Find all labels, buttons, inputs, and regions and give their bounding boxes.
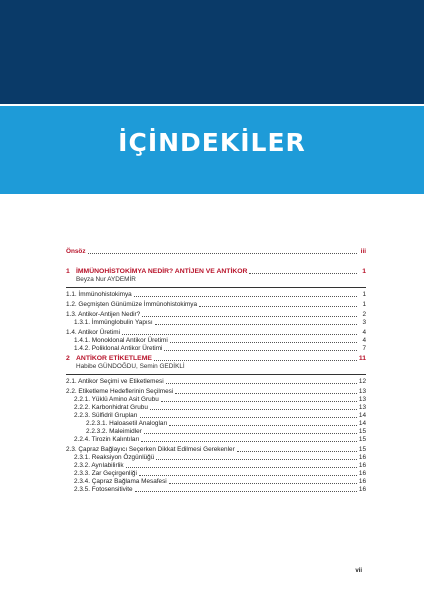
toc-entry-page: 4 bbox=[362, 329, 366, 336]
toc-leader-dots bbox=[161, 401, 357, 402]
toc-leader-dots bbox=[164, 350, 357, 351]
toc-leader-dots bbox=[169, 483, 357, 484]
toc-leader-dots bbox=[199, 306, 357, 307]
toc-entry-title: 2.2.3. Sülfidril Grupları bbox=[74, 412, 138, 419]
toc-divider bbox=[66, 287, 366, 288]
toc-leader-dots bbox=[144, 433, 357, 434]
toc-leader-dots bbox=[135, 491, 357, 492]
toc-leader-dots bbox=[169, 425, 357, 426]
toc-entry-row[interactable] bbox=[66, 446, 366, 454]
toc-entry-row[interactable] bbox=[66, 311, 366, 319]
toc-entry-row[interactable] bbox=[66, 404, 366, 412]
toc-entry-title: 1.2. Geçmişten Günümüze İmmünohistokimya bbox=[66, 301, 198, 308]
toc-entry-title: 2.3.5. Fotosensitivite bbox=[74, 486, 133, 493]
toc-leader-dots bbox=[175, 393, 357, 394]
toc-entry-title: 2.2. Etiketleme Hedeflerinin Seçilmesi bbox=[66, 388, 174, 395]
toc-leader-dots bbox=[154, 360, 357, 361]
toc-entry-title: 2.2.1. Yüklü Amino Asit Grubu bbox=[74, 396, 159, 403]
toc-entry-page: 1 bbox=[362, 291, 366, 298]
toc-entry-row[interactable] bbox=[66, 428, 366, 436]
toc-entry-page: 2 bbox=[362, 311, 366, 318]
toc-entry-row[interactable] bbox=[66, 378, 366, 386]
toc-leader-dots bbox=[150, 409, 357, 410]
toc-entry-page: 13 bbox=[358, 388, 366, 395]
toc-entry-row[interactable] bbox=[66, 462, 366, 470]
toc-entry-page: 14 bbox=[358, 412, 366, 419]
toc-entry-page: 3 bbox=[362, 319, 366, 326]
toc-entry-title: 2.2.4. Tirozin Kalıntıları bbox=[74, 436, 140, 443]
toc-entry-title: 1.4. Antikor Üretimi bbox=[66, 329, 120, 336]
toc-leader-dots bbox=[88, 253, 357, 254]
toc-chapter-title: İMMÜNOHİSTOKİMYA NEDİR? ANTİJEN VE ANTİKOR bbox=[76, 268, 248, 275]
toc-entry-title: 1.3. Antikor-Antijen Nedir? bbox=[66, 311, 141, 318]
toc-leader-dots bbox=[142, 316, 357, 317]
toc-entry-page: 15 bbox=[358, 446, 366, 453]
toc-entry-page: 16 bbox=[358, 486, 366, 493]
toc-entry-title: 1.3.1. İmmünglobulin Yapısı bbox=[74, 319, 153, 326]
toc-leader-dots bbox=[134, 296, 357, 297]
toc-entry-row[interactable] bbox=[66, 412, 366, 420]
toc-leader-dots bbox=[140, 417, 357, 418]
toc-entry-row[interactable] bbox=[66, 396, 366, 404]
toc-entry-page: 16 bbox=[358, 454, 366, 461]
toc-entry-page: 4 bbox=[362, 337, 366, 344]
toc-entry-row[interactable] bbox=[66, 319, 366, 327]
toc-entry-title: 2.2.3.1. Haloasetil Analogları bbox=[86, 420, 168, 427]
toc-entry-page: 16 bbox=[358, 470, 366, 477]
toc-entry-page: 16 bbox=[358, 462, 366, 469]
toc-entry-page: 15 bbox=[358, 428, 366, 435]
toc-entry-title: 2.3.3. Zar Geçirgenliği bbox=[74, 470, 137, 477]
toc-entry-row[interactable] bbox=[66, 478, 366, 486]
toc-chapter-page: 1 bbox=[362, 268, 366, 275]
toc-entry-row[interactable] bbox=[66, 454, 366, 462]
toc-entry-row[interactable] bbox=[66, 470, 366, 478]
toc-leader-dots bbox=[139, 475, 357, 476]
toc-entry-title: 2.3.4. Çapraz Bağlama Mesafesi bbox=[74, 478, 167, 485]
toc-entry-title: 1.1. İmmünohistokimya bbox=[66, 291, 132, 298]
toc-chapter-1-row[interactable] bbox=[66, 268, 366, 276]
toc-entry-row[interactable] bbox=[66, 301, 366, 309]
toc-entry-row[interactable] bbox=[66, 420, 366, 428]
toc-entry-title: 1.4.2. Poliklonal Antikor Üretimi bbox=[74, 345, 163, 352]
page-title: İÇİNDEKİLER bbox=[118, 128, 306, 157]
toc-entry-page: 1 bbox=[362, 301, 366, 308]
toc-entry-title: 2.3.1. Reaksiyon Özgünlüğü bbox=[74, 454, 155, 461]
toc-leader-dots bbox=[237, 451, 357, 452]
toc-entry-row[interactable] bbox=[66, 388, 366, 396]
toc-entry-page: 7 bbox=[362, 345, 366, 352]
toc-entry-page: 15 bbox=[358, 436, 366, 443]
toc-entry-row[interactable] bbox=[66, 486, 366, 494]
toc-chapter-number: 2 bbox=[66, 355, 70, 362]
toc-chapter-2-entries bbox=[66, 378, 366, 494]
toc-leader-dots bbox=[126, 467, 357, 468]
toc-chapter-2-author: Habibe GÜNDOĞDU, Semin GEDİKLİ bbox=[76, 363, 185, 370]
toc-chapter-2-row[interactable] bbox=[66, 355, 366, 363]
toc-entry-row[interactable] bbox=[66, 291, 366, 299]
toc-entry-title: 2.3. Çapraz Bağlayıcı Seçerken Dikkat Edilmesi Gerekenler bbox=[66, 446, 235, 453]
toc-chapter-page: 11 bbox=[358, 355, 366, 362]
toc-entry-title: 2.2.2. Karbonhidrat Grubu bbox=[74, 404, 148, 411]
toc-chapter-number: 1 bbox=[66, 268, 70, 275]
toc-leader-dots bbox=[122, 334, 357, 335]
toc-entry-title: 2.3.2. Ayrılabilirlik bbox=[74, 462, 124, 469]
toc-entry-row[interactable] bbox=[66, 337, 366, 345]
toc-entry-page: 14 bbox=[358, 420, 366, 427]
toc-entry-page: 13 bbox=[358, 404, 366, 411]
toc-leader-dots bbox=[155, 324, 357, 325]
toc-entry-title: 1.4.1. Monoklonal Antikor Üretimi bbox=[74, 337, 168, 344]
toc-entry-page: 13 bbox=[358, 396, 366, 403]
toc-entry-page: 12 bbox=[358, 378, 366, 385]
toc-entry-row[interactable] bbox=[66, 329, 366, 337]
toc-leader-dots bbox=[141, 441, 357, 442]
toc-preface-row[interactable] bbox=[66, 248, 366, 256]
header-band-dark bbox=[0, 0, 424, 104]
toc-entry-row[interactable] bbox=[66, 345, 366, 353]
toc-preface-page: iii bbox=[360, 248, 366, 255]
toc-entry-title: 2.1. Antikor Seçimi ve Etiketlemesi bbox=[66, 378, 164, 385]
toc-entry-row[interactable] bbox=[66, 436, 366, 444]
toc-chapter-title: ANTİKOR ETİKETLEME bbox=[76, 355, 152, 362]
table-of-contents bbox=[66, 248, 366, 494]
toc-chapter-1-author: Beyza Nur AYDEMİR bbox=[76, 276, 136, 283]
toc-leader-dots bbox=[156, 459, 357, 460]
toc-chapter-1-entries bbox=[66, 291, 366, 353]
toc-preface-label: Önsöz bbox=[66, 248, 86, 255]
toc-leader-dots bbox=[170, 342, 357, 343]
toc-leader-dots bbox=[166, 383, 357, 384]
toc-leader-dots bbox=[249, 273, 357, 274]
toc-divider bbox=[66, 374, 366, 375]
toc-entry-title: 2.2.3.2. Maleimidler bbox=[86, 428, 142, 435]
page-number: vii bbox=[355, 568, 362, 574]
toc-entry-page: 16 bbox=[358, 478, 366, 485]
